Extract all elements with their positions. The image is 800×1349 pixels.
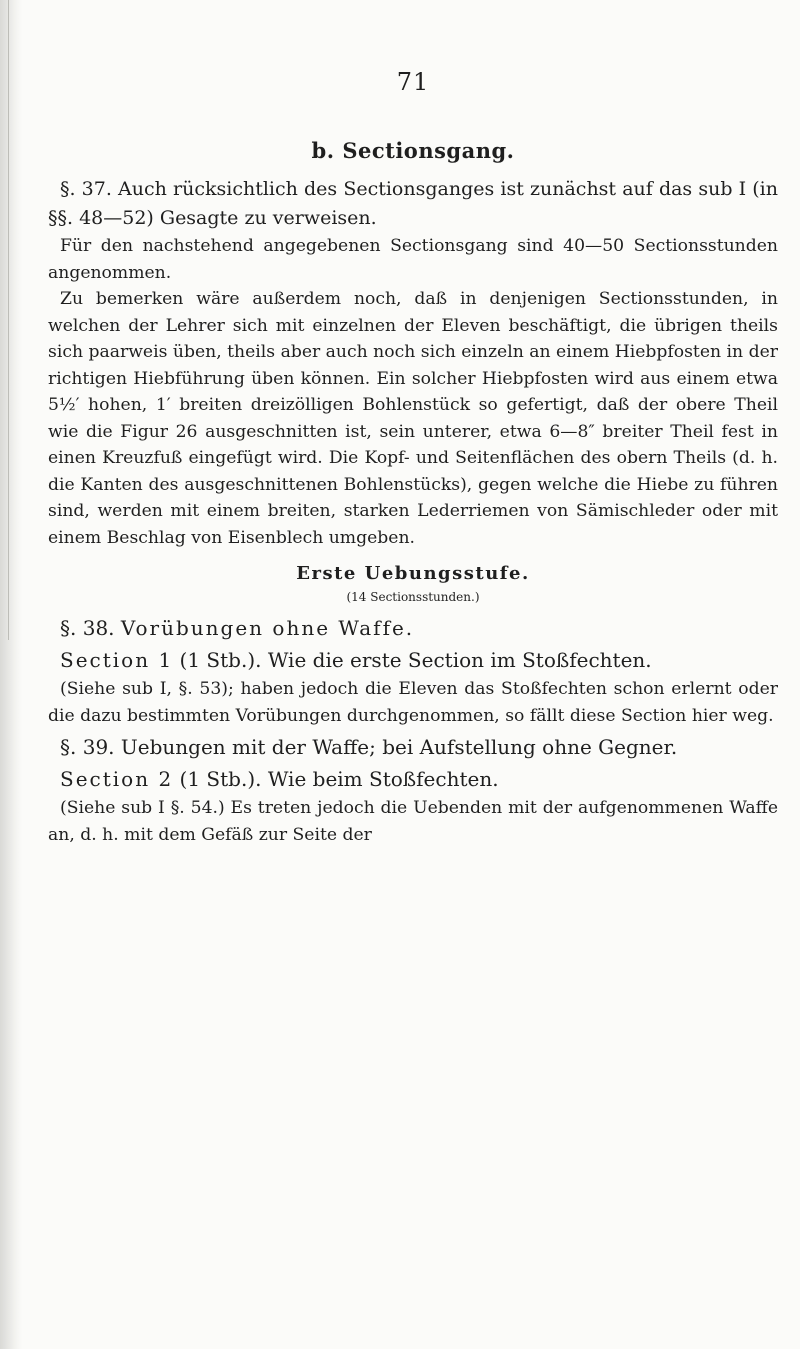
section-title: b. Sectionsgang. [311,138,515,163]
section-1-rest: (1 Stb.). Wie die erste Section im Stoßfechten. [179,648,652,672]
section-2-body: (Siehe sub I §. 54.) Es treten jedoch die Uebenden mit der aufgenommenen Waffe an, d. h. mit dem Gefäß zur Seite der [48,798,778,845]
stage-subtitle: (14 Sectionsstunden.) [346,590,480,604]
paragraph-hiebpfosten: Zu bemerken wäre außerdem noch, daß in denjenigen Sectionsstunden, in welchen der Lehrer sich mit einzelnen der Eleven beschäftigt, die übrigen theils sich paarweis üben, theils aber auch noch sich einzeln an einem Hiebpfosten in der richtigen Hiebführung üben können. Ein solcher Hiebpfosten wird aus einem etwa 5½′ hohen, 1′ breiten dreizölligen Bohlenstück so gefertigt, daß der obere Theil wie die Figur 26 ausgeschnitten ist, sein unterer, etwa 6—8″ breiter Theil fest in einen Kreuzfuß eingefügt wird. Die Kopf- und Seitenflächen des obern Theils (d. h. die Kanten des ausgeschnittenen Bohlenstücks), gegen welche die Hiebe zu führen sind, werden mit einem breiten, starken Lederriemen von Sämischleder oder mit einem Beschlag von Eisenblech umgeben. [48,289,778,548]
section-1-line [48,644,778,676]
heading-s38-title: Vorübungen ohne Waffe. [120,616,415,640]
heading-s39: §. 39. Uebungen mit der Waffe; bei Aufstellung ohne Gegner. [60,735,678,759]
page-edge-shadow [0,0,22,1349]
page-number: 71 [396,68,430,96]
section-2-label: Section 2 [60,767,174,791]
paragraph-hours: Für den nachstehend angegebenen Sectionsgang sind 40—50 Sectionsstunden angenommen. [48,236,778,283]
section-2-rest: (1 Stb.). Wie beim Stoßfechten. [179,767,499,791]
section-2-line [48,763,778,795]
heading-s38-number: §. 38. [60,616,115,640]
section-1-label: Section 1 [60,648,174,672]
section-1-body: (Siehe sub I, §. 53); haben jedoch die Eleven das Stoßfechten schon erlernt oder die dazu bestimmten Vorübungen durchgenommen, so fällt diese Section hier weg. [48,679,778,726]
stage-title: Erste Uebungsstufe. [296,563,530,584]
heading-s38 [48,612,778,644]
book-page [48,68,778,848]
binding-line [8,0,9,640]
paragraph-s37: §. 37. Auch rücksichtlich des Sectionsganges ist zunächst auf das sub I (in §§. 48—52) Gesagte zu verweisen. [48,178,778,229]
